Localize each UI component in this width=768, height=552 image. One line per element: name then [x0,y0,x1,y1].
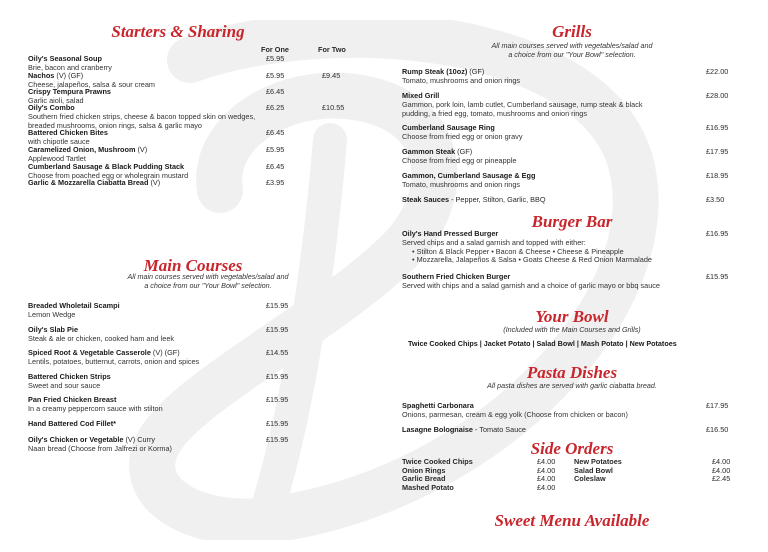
item-name: Crispy Tempura Prawns [28,87,111,96]
main-courses-title: Main Courses [143,256,243,275]
item-description: Served with chips and a salad garnish and a choice of garlic mayo or bbq sauce [402,280,660,290]
side-price: £4.00 [537,465,556,475]
burger-item-hand-pressed [402,230,742,265]
side-name: New Potatoes [574,457,622,466]
item-description: Choose from fried egg or pineapple [402,155,517,165]
item-price-one: £6.25 [266,103,285,112]
side-name: Onion Rings [402,465,446,475]
main-course-item [28,349,358,367]
item-name: Lasagne Bolognaise [402,425,473,434]
item-tag: (V) [148,178,161,187]
item-name: Breaded Wholetail Scampi [28,301,120,310]
burger-item-chicken [402,273,742,291]
item-price: £15.95 [266,419,289,428]
item-options-line-2: • Mozzarella, Jalapeños & Salsa • Goats Cheese & Red Onion Marmalade [412,255,652,265]
item-title-line [28,420,358,429]
side-name: Mashed Potato [402,482,454,492]
side-price: £4.00 [712,465,731,475]
item-price-two: £10.55 [322,103,345,112]
item-description: In a creamy peppercorn sauce with stilton [28,403,163,413]
item-price: £28.00 [706,91,729,100]
item-name: Gammon Steak [402,147,456,156]
starter-item [28,146,358,164]
item-name: Pan Fried Chicken Breast [28,395,117,404]
item-price: £18.95 [706,171,729,180]
starter-item [28,104,358,130]
item-name: Gammon, Cumberland Sausage & Egg [402,171,536,180]
item-title-line [402,196,742,205]
item-name: Spiced Root & Vegetable Casserole [28,348,151,357]
item-name: Spaghetti Carbonara [402,401,474,410]
item-options-line-1: • Stilton & Black Pepper • Bacon & Cheese • Cheese & Pineapple [412,246,624,256]
your-bowl-title: Your Bowl [535,307,609,326]
side-name: Coleslaw [574,474,606,484]
side-orders-title: Side Orders [530,439,614,458]
item-price-one: £3.95 [266,178,285,187]
item-name: Rump Steak (10oz) [402,67,468,76]
item-name: Steak Sauces [402,195,450,204]
item-description: with chipotle sauce [28,136,90,146]
item-description: Lentils, potatoes, butternut, carrots, onion and spices [28,356,200,366]
item-name: Mixed Grill [402,91,440,100]
item-price: £22.00 [706,67,729,76]
main-course-item [28,373,358,391]
starter-item [28,88,358,106]
item-tag: (V) (GF) [150,348,180,357]
side-price: £4.00 [537,457,556,466]
item-price: £17.95 [706,147,729,156]
item-name: Battered Chicken Bites [28,128,108,137]
grill-item [402,148,742,166]
grills-note-1: All main courses served with vegetables/salad and [491,41,653,50]
item-description: Lemon Wedge [28,309,76,319]
sweet-menu-banner: Sweet Menu Available [494,511,650,530]
item-price: £15.95 [706,272,729,281]
side-price: £4.00 [537,474,556,484]
item-description: Tomato, mushrooms and onion rings [402,75,521,85]
col-for-two-header: For Two [318,45,346,54]
item-name: Cumberland Sausage Ring [402,123,495,132]
side-price: £2.45 [712,474,731,484]
item-name: Garlic & Mozzarella Ciabatta Bread [28,178,149,187]
main-course-item [28,326,358,344]
item-title-line [28,302,358,311]
item-description: Steak & ale or chicken, cooked ham and leek [28,333,175,343]
item-price-one: £6.45 [266,162,285,171]
item-description: Naan bread (Choose from Jalfrezi or Korma) [28,443,172,453]
item-price-one: £5.95 [266,54,285,63]
item-tag: (V) Curry [123,435,156,444]
item-name: Hand Battered Cod Fillet* [28,419,116,428]
main-course-item [28,436,358,454]
item-name: Cumberland Sausage & Black Pudding Stack [28,162,185,171]
main-course-item [28,396,358,414]
item-name: Oily's Slab Pie [28,325,78,334]
item-price: £17.95 [706,401,729,410]
item-price: £15.95 [266,325,289,334]
grills-title: Grills [552,22,592,41]
grills-note-2: a choice from our "Your Bowl" selection. [508,50,636,59]
burger-bar-title: Burger Bar [531,212,613,231]
item-name: Battered Chicken Strips [28,372,111,381]
item-tag: - Tomato Sauce [472,425,526,434]
item-description: Choose from fried egg or onion gravy [402,131,523,141]
item-description: Cheese, jalapeños, salsa & sour cream [28,79,155,89]
pasta-title: Pasta Dishes [526,363,618,382]
side-orders-left [402,458,562,492]
side-name: Twice Cooked Chips [402,457,473,466]
item-price: £16.95 [706,229,729,238]
item-price: £15.95 [266,301,289,310]
item-price: £3.50 [706,195,725,204]
item-description: Choose from poached egg or wholegrain mustard [28,170,189,180]
item-description: Southern fried chicken strips, cheese & bacon topped skin on wedges, breaded mushrooms, onion rings, salsa & garlic mayo [28,111,256,130]
pasta-item [402,426,742,435]
item-description: Applewood Tartlet [28,153,86,163]
side-price: £4.00 [712,457,731,466]
item-description: Garlic aioli, salad [28,95,84,105]
item-tag: (V) (GF) [54,71,84,80]
side-name: Salad Bowl [574,465,613,475]
item-price: £15.95 [266,395,289,404]
starter-item [28,179,358,188]
side-price: £4.00 [537,482,556,492]
item-price: £15.95 [266,372,289,381]
pasta-note: All pasta dishes are served with garlic ciabatta bread. [487,381,657,390]
grill-item [402,92,742,118]
item-price-one: £5.95 [266,145,285,154]
item-tag: - Pepper, Stilton, Garlic, BBQ [449,195,546,204]
item-description: Sweet and sour sauce [28,380,101,390]
item-name: Oily's Combo [28,103,75,112]
item-price-one: £6.45 [266,87,285,96]
pasta-item [402,402,742,420]
starters-title: Starters & Sharing [111,22,245,41]
grill-item [402,68,742,86]
grill-item [402,124,742,142]
col-for-one-header: For One [261,45,289,54]
item-name: Caramelized Onion, Mushroom [28,145,136,154]
side-orders-right [574,458,734,484]
main-course-item [28,420,358,429]
item-name: Oily's Hand Pressed Burger [402,229,499,238]
item-price: £14.55 [266,348,289,357]
item-title-line [28,179,358,188]
grill-item [402,172,742,190]
item-price: £16.50 [706,425,729,434]
item-title-line [402,426,742,435]
grill-item [402,196,742,205]
item-description: Tomato, mushrooms and onion rings [402,179,521,189]
item-name: Nachos [28,71,55,80]
item-name: Oily's Chicken or Vegetable [28,435,124,444]
item-price: £16.95 [706,123,729,132]
item-price-two: £9.45 [322,71,341,80]
item-tag: (GF) [467,67,485,76]
item-tag: (V) [135,145,148,154]
main-course-item [28,302,358,320]
starter-item [28,55,358,73]
starter-item [28,129,358,147]
your-bowl-options: Twice Cooked Chips | Jacket Potato | Salad Bowl | Mash Potato | New Potatoes [408,339,677,348]
main-courses-note-1: All main courses served with vegetables/salad and [127,272,289,281]
side-name: Garlic Bread [402,474,446,484]
item-tag: (GF) [455,147,473,156]
item-name: Southern Fried Chicken Burger [402,272,511,281]
item-price-one: £5.95 [266,71,285,80]
item-price: £15.95 [266,435,289,444]
item-name: Oily's Seasonal Soup [28,54,102,63]
item-price-one: £6.45 [266,128,285,137]
item-description: Onions, parmesan, cream & egg yolk (Choose from chicken or bacon) [402,409,628,419]
item-description: Brie, bacon and cranberry [28,62,112,72]
side-order-item [574,475,734,484]
your-bowl-note: (Included with the Main Courses and Grills) [503,325,641,334]
item-description: Served chips and a salad garnish and topped with either: [402,237,586,247]
main-courses-note-2: a choice from our "Your Bowl" selection. [144,281,272,290]
side-order-item [402,484,562,493]
item-description: Gammon, pork loin, lamb cutlet, Cumberland sausage, rump steak & black pudding, a fried egg, tomato, mushrooms and onion rings [402,99,643,118]
